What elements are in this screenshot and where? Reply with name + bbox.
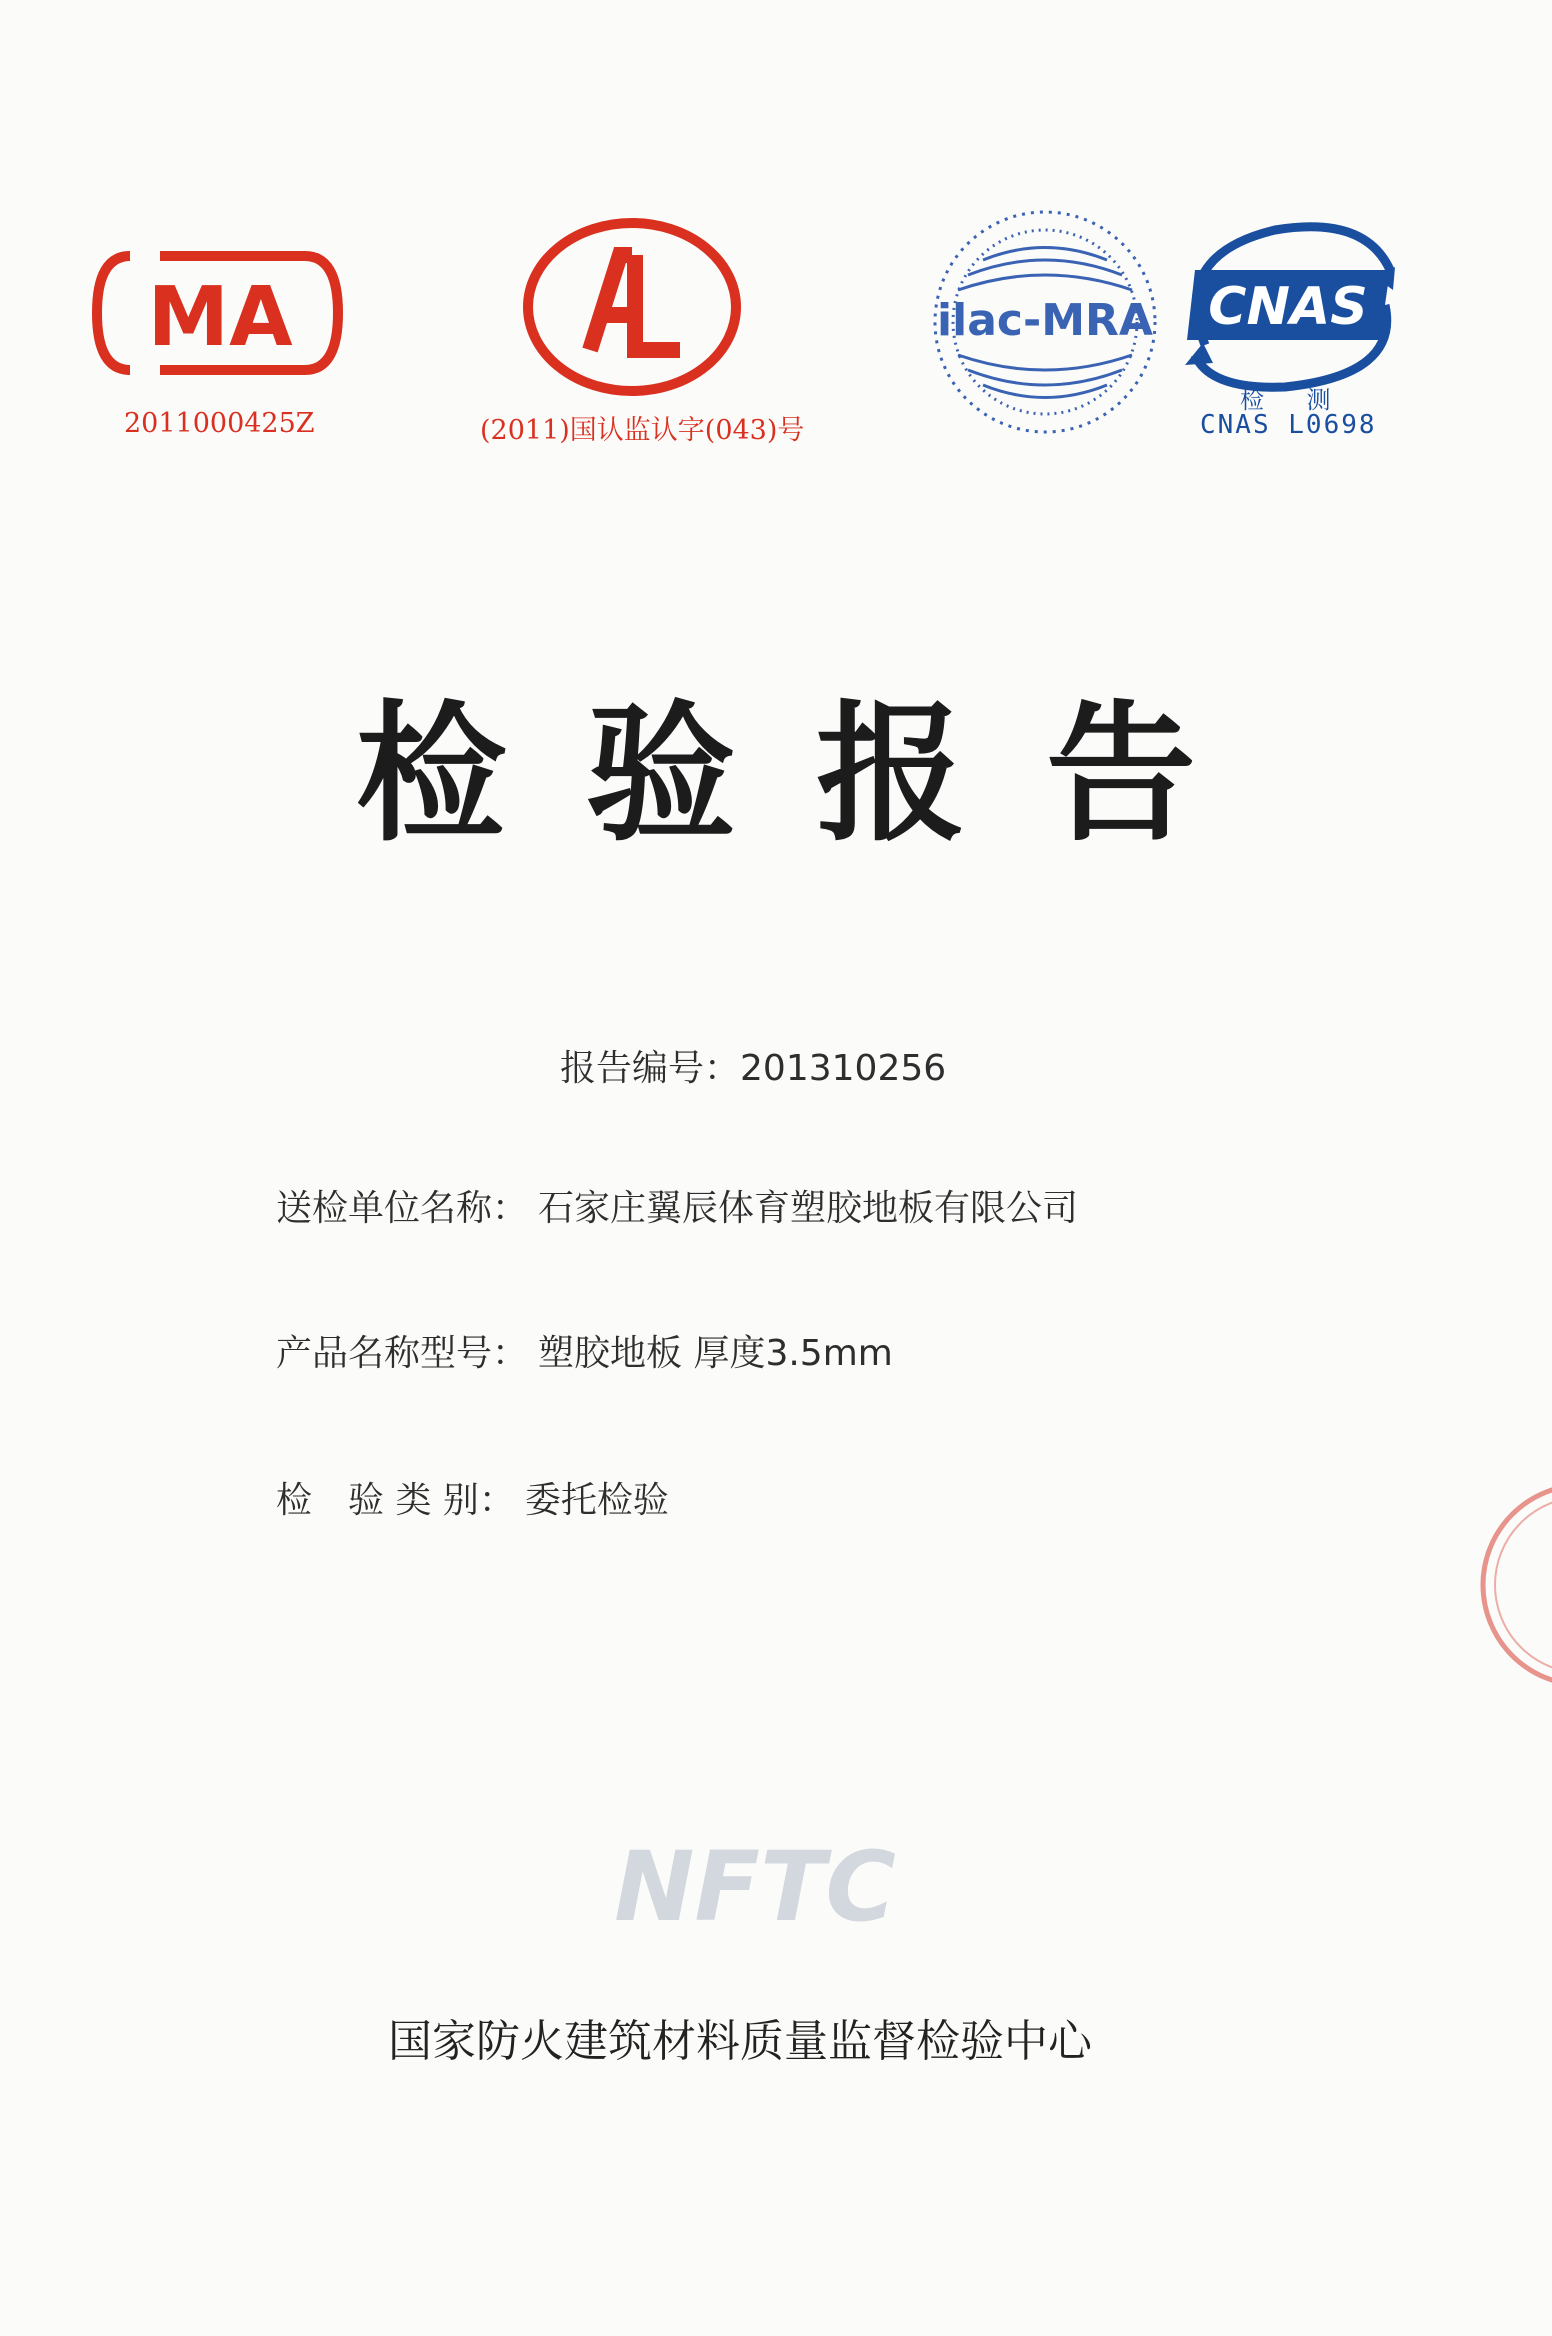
cma-seal-logo xyxy=(90,248,345,378)
cal-number: (2011)国认监认字(043)号 xyxy=(480,415,805,446)
field-label-submitter: 送检单位名称： xyxy=(276,1188,529,1229)
field-row xyxy=(276,1180,1078,1231)
nftc-watermark xyxy=(580,1830,930,1940)
field-row xyxy=(276,1472,669,1523)
cal-seal-logo xyxy=(520,215,745,405)
report-number-value: 201310256 xyxy=(740,1048,947,1089)
cnas-logo xyxy=(1175,215,1405,395)
report-number-row xyxy=(560,1040,946,1091)
ilac-mra-logo xyxy=(928,200,1163,445)
cnas-caption-cn: 检 测 xyxy=(1240,386,1345,414)
field-label-inspection-type: 检 验 类 别： xyxy=(276,1480,515,1521)
official-stamp xyxy=(1468,1470,1552,1700)
report-number-label: 报告编号： xyxy=(560,1048,741,1089)
field-value-inspection-type: 委托检验 xyxy=(524,1480,669,1521)
field-label-product: 产品名称型号： xyxy=(276,1333,529,1374)
field-value-product: 塑胶地板 厚度3.5mm xyxy=(538,1333,893,1374)
field-value-submitter: 石家庄翼辰体育塑胶地板有限公司 xyxy=(538,1188,1079,1229)
cnas-caption-code: CNAS L0698 xyxy=(1200,410,1377,440)
cnas-logo-text: CNAS xyxy=(1208,277,1368,337)
issuing-organization: 国家防火建筑材料质量监督检验中心 xyxy=(388,2016,1092,2067)
cma-logo-text: MA xyxy=(147,270,293,365)
ilac-logo-text: ilac-MRA xyxy=(937,295,1153,346)
cma-number: 2011000425Z xyxy=(124,408,315,439)
report-title: 检验报告 xyxy=(355,688,1276,862)
nftc-watermark-text: NFTC xyxy=(614,1831,896,1940)
field-row xyxy=(276,1325,893,1376)
